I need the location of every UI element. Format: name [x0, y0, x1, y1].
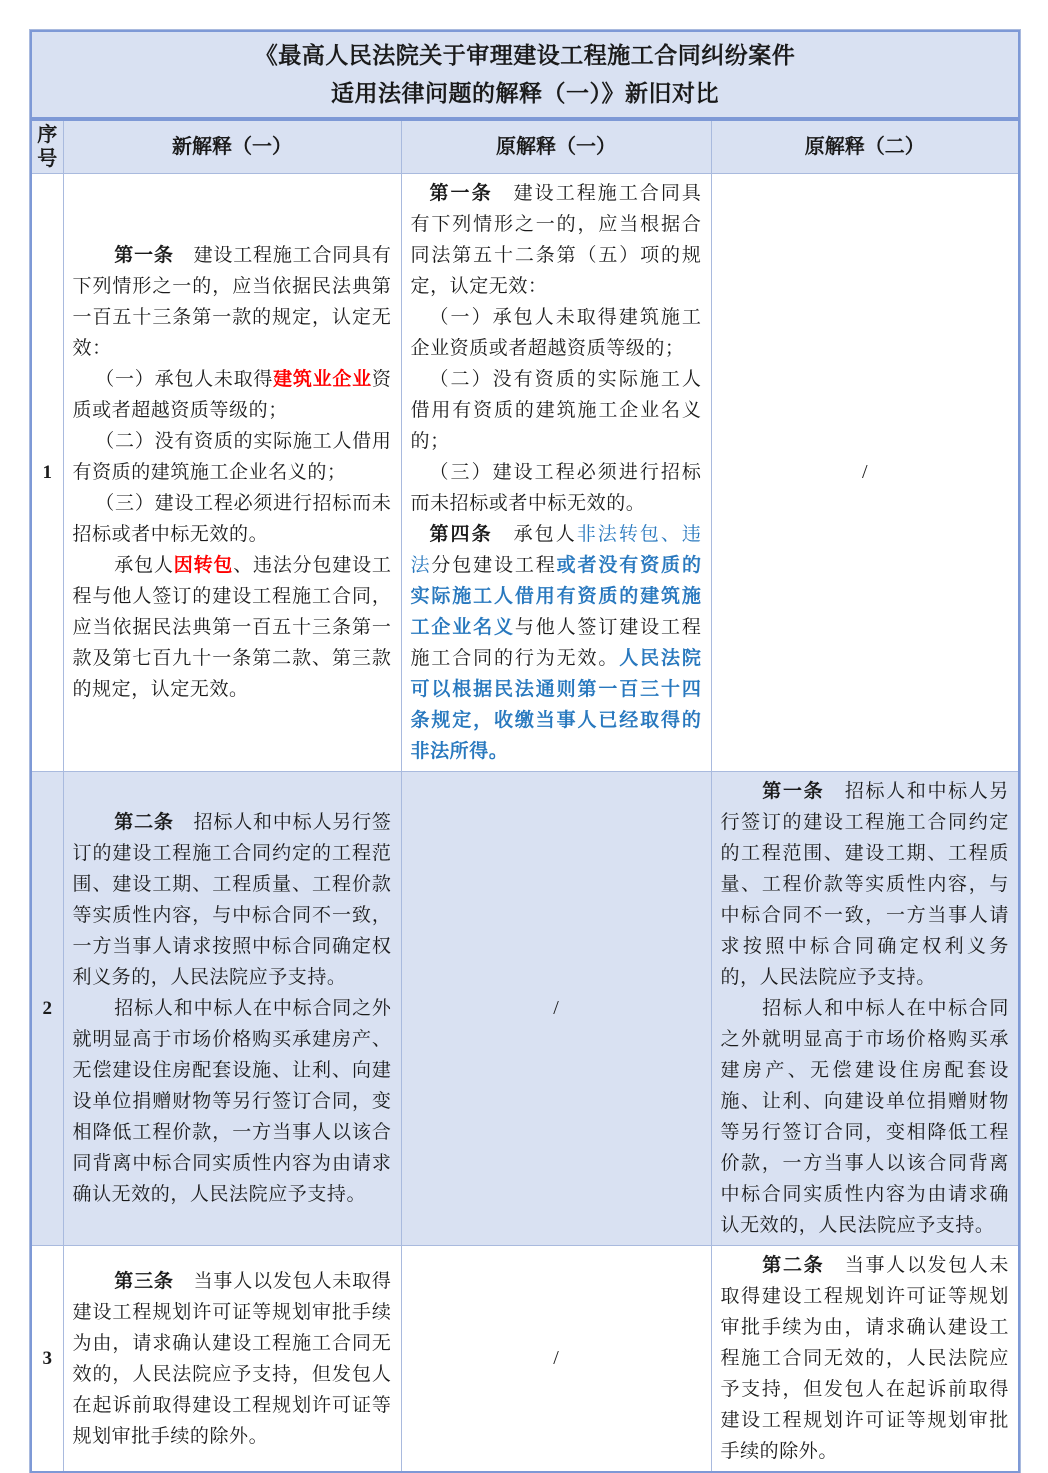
cell-old2-row-2 [711, 772, 1019, 1246]
header-row [31, 119, 1019, 174]
text-run: 承包人 [114, 555, 174, 576]
text-run: 人民法院可以根据民法通则第一百三十四条规定，收缴当事人已经取得的非法所得。 [410, 648, 702, 762]
slash-mark: / [553, 1347, 559, 1369]
text-run: 建设工程施工合同具有下列情形之一的，应当根据合同法第五十二条第（五）项的规定，认定无效： [410, 183, 702, 297]
text-run: 招标人和中标人在中标合同之外就明显高于市场价格购买承建房产、无偿建设住房配套设施、让利、向建设单位捐赠财物等另行签订合同，变相降低工程价款，一方当事人以该合同背离中标合同实质性内容为由请求确认无效的，人民法院应予支持。 [72, 998, 392, 1205]
paragraph [73, 426, 392, 488]
text-run: 承包人 [513, 524, 577, 545]
text-run: （三）建设工程必须进行招标而未招标或者中标无效的。 [410, 462, 702, 514]
text-run: 与他人签订建设工程施工合同的行为无效。 [410, 617, 702, 669]
text-run: 非法转包、违法 [410, 524, 702, 576]
paragraph [73, 993, 392, 1210]
text-run: 、违法分包建设工程与他人签订的建设工程施工合同，应当依据民法典第一百五十三条第一款及第七百九十一条第二款、第三款的规定，认定无效。 [72, 555, 392, 700]
text-run: 因转包 [173, 555, 234, 576]
paragraph [721, 776, 1010, 993]
text-run: 第三条 [114, 1270, 194, 1292]
cell-new-row-2 [63, 772, 401, 1246]
cell-old2-row-1 [711, 174, 1019, 772]
comparison-table [30, 30, 1020, 1473]
cell-old2-row-3 [711, 1246, 1019, 1473]
text-run: （一）承包人未取得建筑施工企业资质或者超越资质等级的； [410, 307, 702, 359]
text-run: 建设工程施工合同具有下列情形之一的，应当依据民法典第一百五十三条第一款的规定，认定无效： [72, 245, 392, 359]
slash-mark: / [553, 997, 559, 1019]
paragraph [73, 1266, 392, 1452]
paragraph [73, 364, 392, 426]
paragraph [721, 993, 1010, 1241]
paragraph [73, 807, 392, 993]
text-run: 招标人和中标人另行签订的建设工程施工合同约定的工程范围、建设工期、工程质量、工程价款等实质性内容，与中标合同不一致，一方当事人请求按照中标合同确定权利义务的，人民法院应予支持。 [72, 812, 392, 988]
table-body [31, 174, 1019, 1473]
paragraph [411, 457, 702, 519]
text-run: （二）没有资质的实际施工人借用有资质的建筑施工企业名义的； [410, 369, 702, 452]
text-run: 第一条 [762, 781, 845, 802]
table-row [31, 772, 1019, 1246]
paragraph [73, 488, 392, 550]
cell-old1-row-1 [401, 174, 711, 772]
paragraph [411, 519, 702, 767]
cell-new-row-3 [63, 1246, 401, 1473]
paragraph [411, 178, 702, 302]
paragraph [411, 302, 702, 364]
paragraph [411, 364, 702, 457]
title-line-2: 适用法律问题的解释（一）》新旧对比 [331, 80, 719, 106]
text-run: 招标人和中标人另行签订的建设工程施工合同约定的工程范围、建设工期、工程质量、工程价款等实质性内容，与中标合同不一致，一方当事人请求按照中标合同确定权利义务的，人民法院应予支持。 [720, 781, 1009, 988]
text-run: 第二条 [762, 1255, 845, 1276]
table-title [31, 31, 1019, 119]
text-run: 建筑业企业 [273, 369, 372, 390]
header-index: 序号 [31, 119, 63, 174]
text-run: （三）建设工程必须进行招标而未招标或者中标无效的。 [72, 493, 392, 545]
header-old-interpretation-1: 原解释（一） [401, 119, 711, 174]
paragraph [73, 550, 392, 705]
cell-old1-row-3 [401, 1246, 711, 1473]
text-run: 当事人以发包人未取得建设工程规划许可证等规划审批手续为由，请求确认建设工程施工合同无效的，人民法院应予支持，但发包人在起诉前取得建设工程规划许可证等规划审批手续的除外。 [72, 1270, 392, 1447]
text-run: 招标人和中标人在中标合同之外就明显高于市场价格购买承建房产、无偿建设住房配套设施、让利、向建设单位捐赠财物等另行签订合同，变相降低工程价款，一方当事人以该合同背离中标合同实质性内容为由请求确认无效的，人民法院应予支持。 [720, 998, 1009, 1236]
row-index: 2 [31, 772, 63, 1246]
text-run: 第一条 [429, 183, 514, 204]
row-index: 1 [31, 174, 63, 772]
text-run: 当事人以发包人未取得建设工程规划许可证等规划审批手续为由，请求确认建设工程施工合同无效的，人民法院应予支持，但发包人在起诉前取得建设工程规划许可证等规划审批手续的除外。 [720, 1255, 1009, 1462]
row-index: 3 [31, 1246, 63, 1473]
paragraph [73, 240, 392, 364]
cell-old1-row-2 [401, 772, 711, 1246]
cell-new-row-1 [63, 174, 401, 772]
text-run: 或者没有资质的实际施工人借用有资质的建筑施工企业名义 [410, 555, 702, 638]
title-line-1: 《最高人民法院关于审理建设工程施工合同纠纷案件 [254, 42, 796, 68]
table-row [31, 174, 1019, 772]
text-run: 资质或者超越资质等级的； [72, 369, 392, 421]
paragraph [721, 1250, 1010, 1467]
header-new-interpretation-1: 新解释（一） [63, 119, 401, 174]
table-row [31, 1246, 1019, 1473]
text-run: 分包建设工程 [431, 555, 557, 576]
text-run: 第二条 [114, 812, 194, 833]
header-old-interpretation-2: 原解释（二） [711, 119, 1019, 174]
text-run: 第四条 [429, 524, 514, 545]
text-run: 第一条 [114, 245, 194, 266]
slash-mark: / [861, 461, 868, 483]
text-run: （二）没有资质的实际施工人借用有资质的建筑施工企业名义的； [72, 431, 392, 483]
text-run: （一）承包人未取得 [95, 369, 274, 390]
title-row [31, 31, 1019, 119]
